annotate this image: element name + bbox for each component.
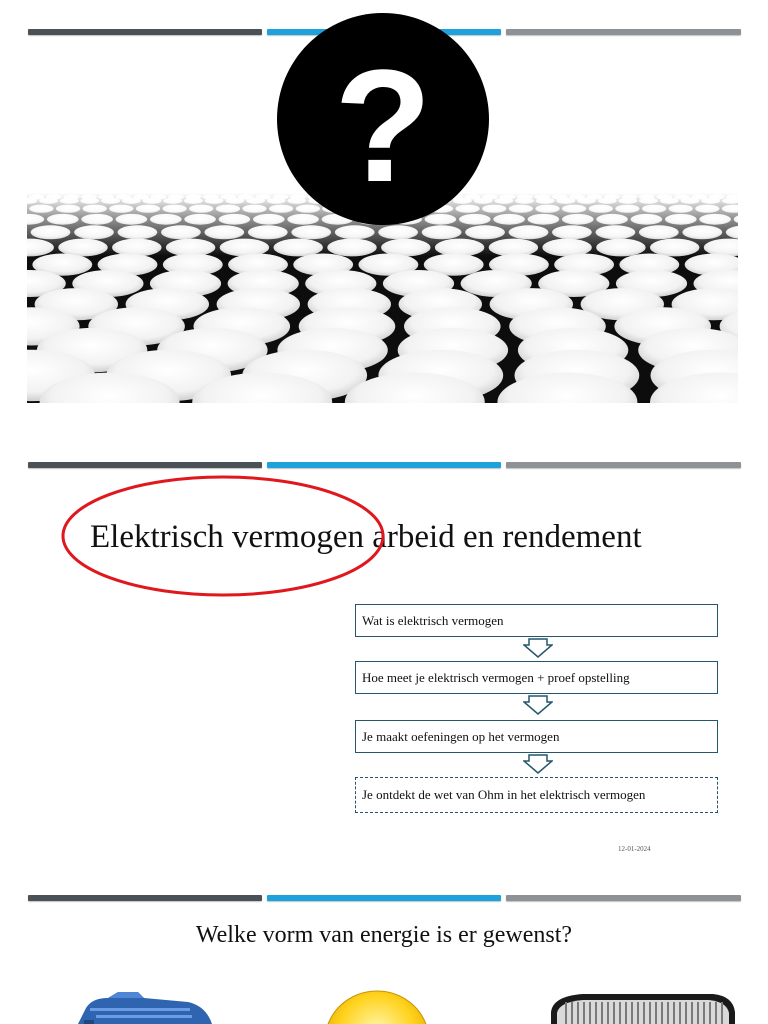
accent-bar-dark: [28, 895, 262, 901]
slide-date: 12-01-2024: [618, 845, 651, 853]
slide-3-accent-bar: [28, 895, 741, 901]
accent-bar-dark: [28, 462, 262, 468]
electric-heater-icon: [543, 990, 738, 1024]
step-box-3: Je maakt oefeningen op het vermogen: [355, 720, 718, 753]
step-arrow-down-icon: [523, 754, 553, 774]
accent-bar-blue: [267, 462, 501, 468]
red-highlight-ellipse: [60, 474, 390, 602]
accent-bar-grey: [506, 462, 741, 468]
step-box-1: Wat is elektrisch vermogen: [355, 604, 718, 637]
question-mark-icon: [277, 13, 489, 225]
step-arrow-down-icon: [523, 638, 553, 658]
step-box-2: Hoe meet je elektrisch vermogen + proef opstelling: [355, 661, 718, 694]
accent-bar-grey: [506, 895, 741, 901]
question-mark-glyph: ?: [334, 36, 432, 215]
step-arrow-down-icon: [523, 695, 553, 715]
accent-bar-blue: [267, 895, 501, 901]
light-bulb-icon: [322, 989, 432, 1024]
accent-bar-grey: [506, 29, 741, 35]
slide-question: Welke vorm van energie is er gewenst?: [195, 922, 573, 948]
slide-2-accent-bar: [28, 462, 741, 468]
accent-bar-dark: [28, 29, 262, 35]
step-box-4: Je ontdekt de wet van Ohm in het elektrisch vermogen: [355, 777, 718, 813]
electric-motor-icon: [68, 990, 218, 1024]
slide-title: Elektrisch vermogen arbeid en rendement: [90, 519, 642, 555]
